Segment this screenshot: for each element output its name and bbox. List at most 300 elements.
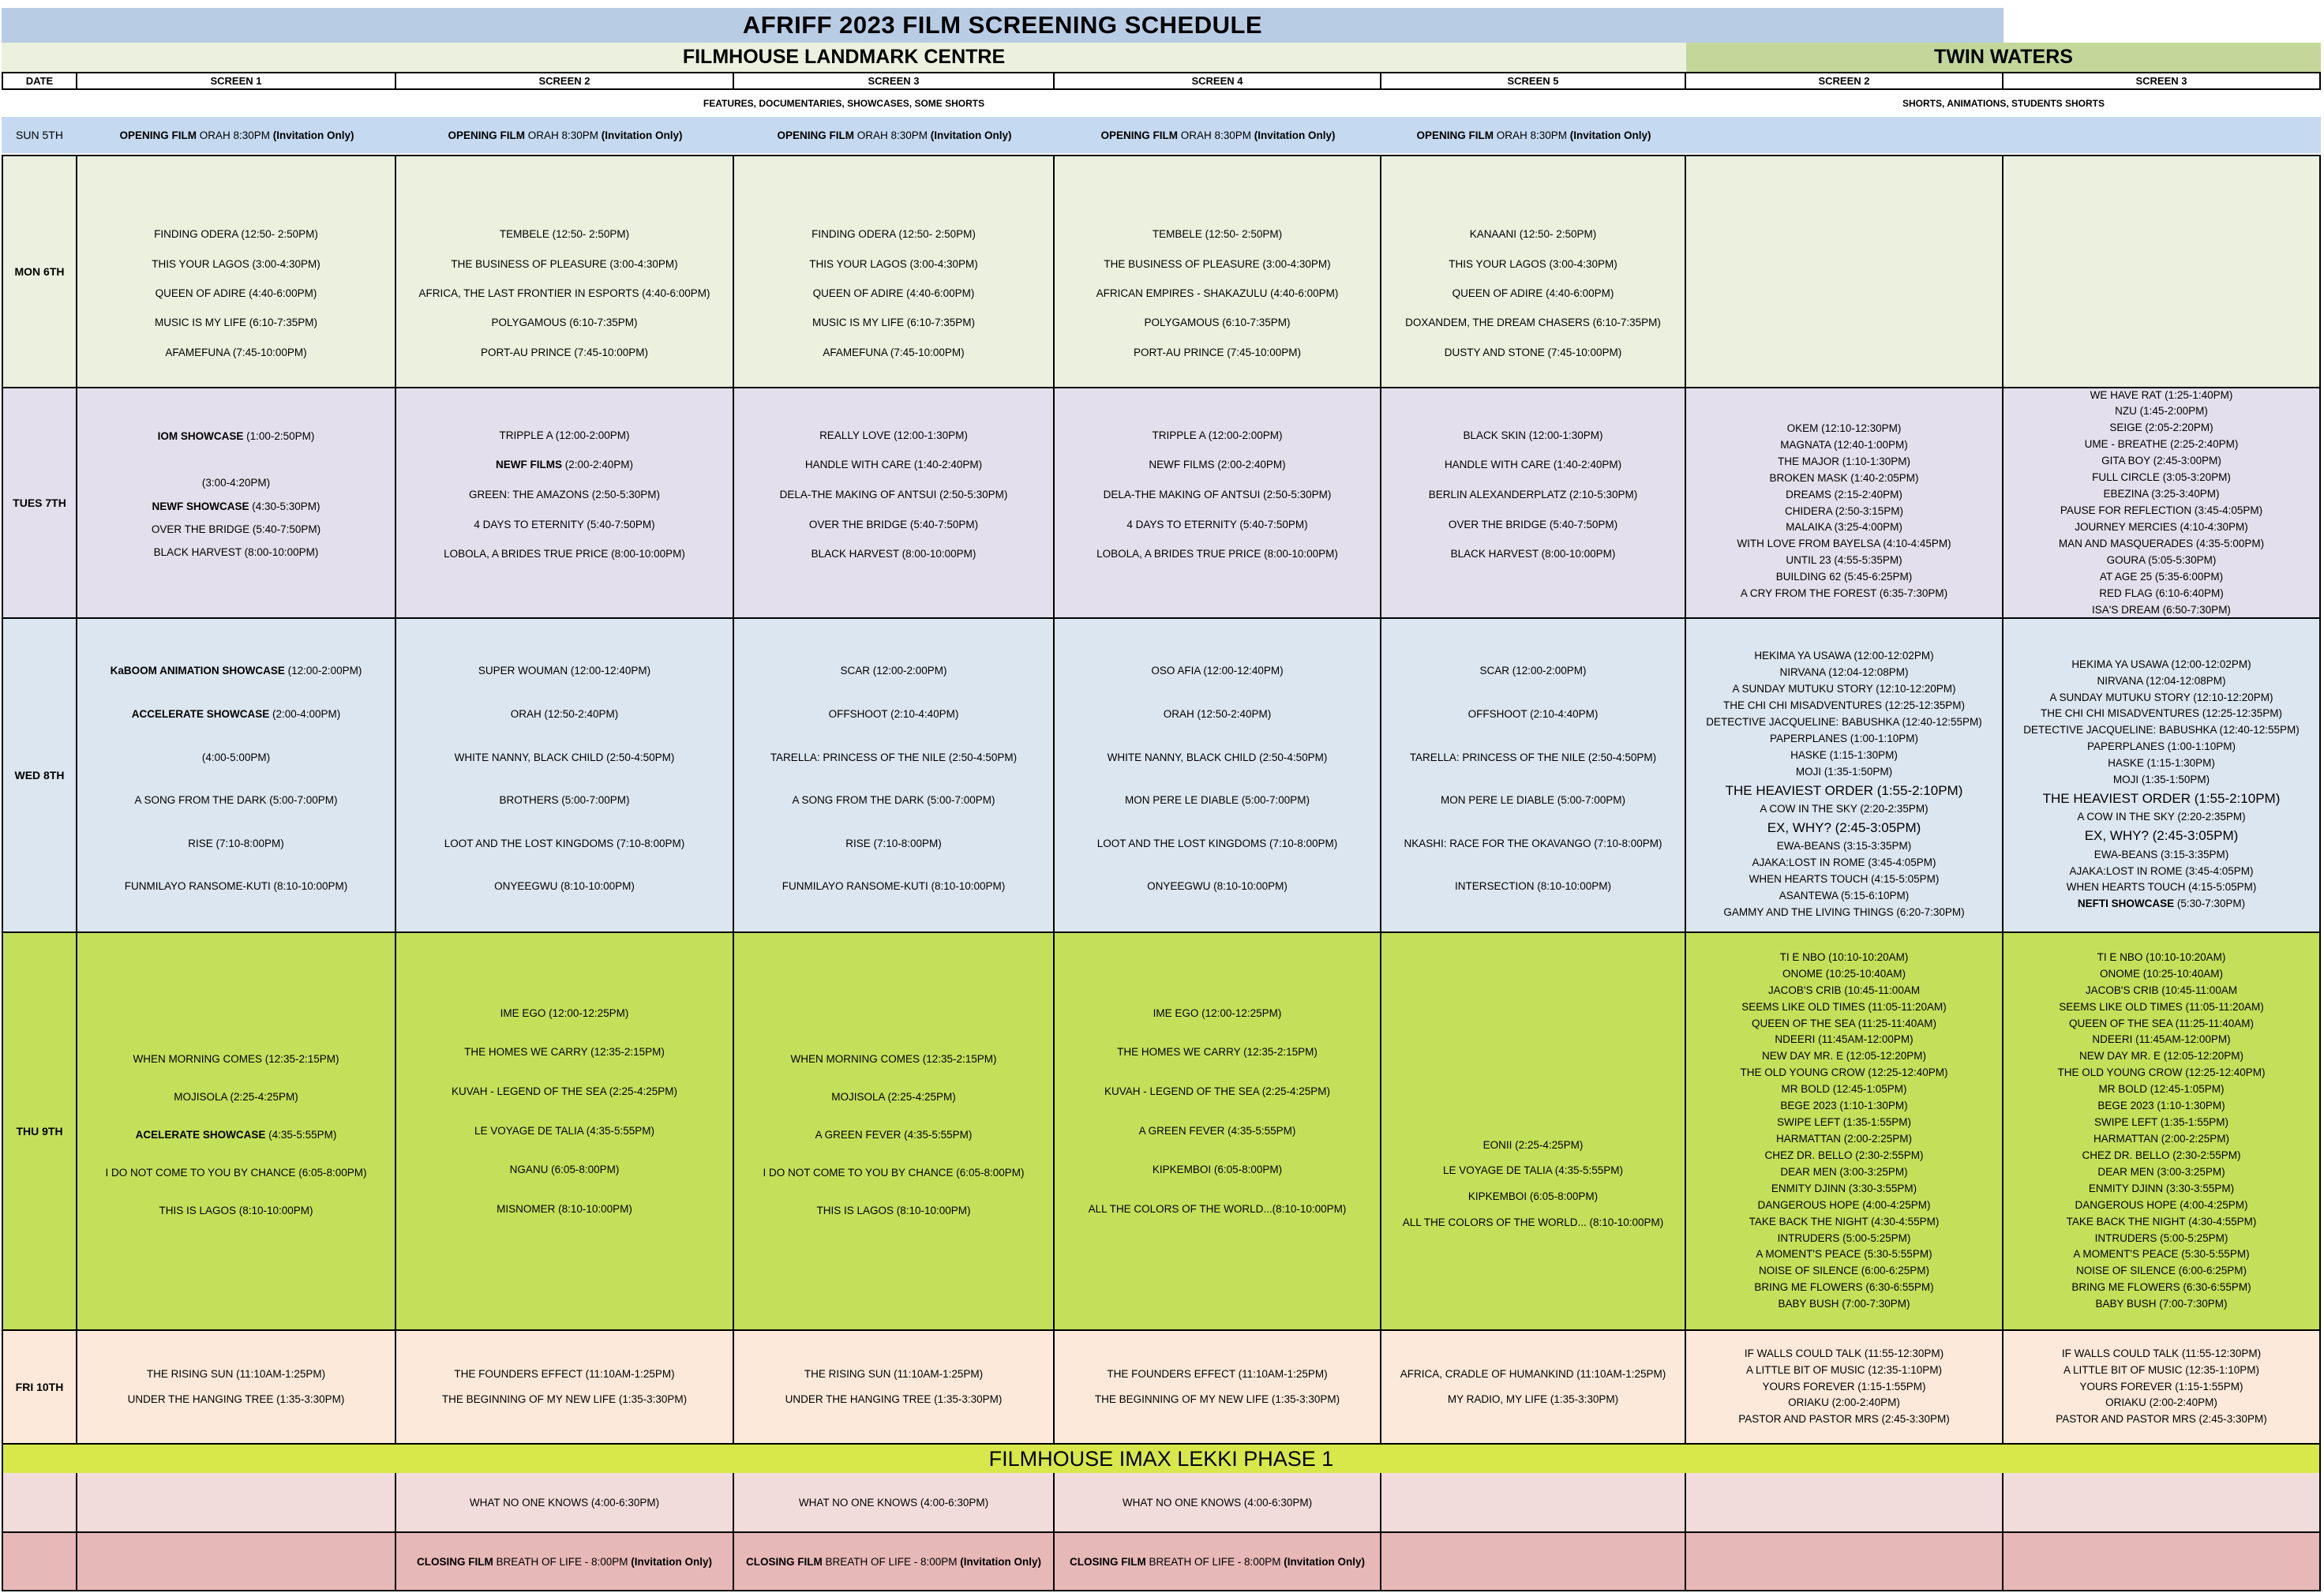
screening-entry[interactable]	[1108, 752, 1328, 764]
screening-entry[interactable]	[1741, 999, 1947, 1016]
screening-entry[interactable]	[1778, 454, 1910, 470]
screening-entry[interactable]	[2100, 966, 2223, 983]
screening-entry[interactable]	[2085, 826, 2239, 846]
film-title: A SUNDAY MUTUKU STORY (12:10-12:20PM)	[1732, 683, 1956, 695]
screening-entry[interactable]	[2108, 755, 2215, 772]
screening-entry[interactable]	[470, 1497, 659, 1509]
opening-film-entry[interactable]	[1100, 129, 1335, 141]
screening-entry[interactable]	[1152, 429, 1282, 442]
screening-entry[interactable]	[2057, 1065, 2265, 1081]
screening-entry[interactable]	[2097, 950, 2226, 966]
screening-entry[interactable]	[805, 459, 982, 471]
screening-entry[interactable]	[782, 880, 1006, 893]
screening-entry[interactable]	[2092, 470, 2231, 486]
film-title: SUPER WOUMAN (12:00-12:40PM)	[478, 665, 651, 677]
screening-entry[interactable]	[1786, 487, 1902, 504]
screening-entry[interactable]	[1786, 553, 1902, 569]
screening-entry[interactable]	[2023, 722, 2300, 739]
closing-film-entry[interactable]	[746, 1556, 1041, 1568]
screening-entry[interactable]	[1164, 708, 1272, 721]
screening-entry[interactable]	[1741, 586, 1947, 602]
film-title: THE RISING SUN (11:10AM-1:25PM)	[146, 1367, 326, 1380]
screening-entry[interactable]	[812, 317, 975, 329]
film-title: GITA BOY (2:45-3:00PM)	[2101, 455, 2221, 467]
screening-entry[interactable]	[134, 794, 337, 807]
showcase-time: (1:00-2:50PM)	[243, 430, 315, 443]
screening-entry[interactable]	[1752, 855, 1936, 871]
film-title: THE MAJOR (1:10-1:30PM)	[1777, 455, 1911, 467]
screening-entry[interactable]	[809, 258, 978, 271]
screening-entry[interactable]	[1752, 1016, 1936, 1033]
film-title: BRING ME FLOWERS (6:30-6:55PM)	[2071, 1281, 2251, 1294]
closing-film-entry[interactable]	[417, 1556, 712, 1568]
film-title: IF WALLS COULD TALK (11:55-12:30PM)	[1744, 1347, 1944, 1359]
screening-entry[interactable]	[1756, 1246, 1932, 1263]
screening-entry[interactable]	[840, 665, 946, 677]
screening-entry[interactable]	[147, 1368, 325, 1381]
film-title: BEGE 2023 (1:10-1:30PM)	[2097, 1100, 2225, 1112]
film-title: DUSTY AND STONE (7:45-10:00PM)	[1444, 346, 1622, 358]
film-title: AJAKA:LOST IN ROME (3:45-4:05PM)	[2069, 864, 2254, 877]
screening-entry[interactable]	[154, 228, 318, 241]
screening-entry[interactable]	[1764, 1148, 1923, 1164]
screening-entry[interactable]	[478, 665, 650, 677]
column-screen-5: SCREEN 5	[1381, 72, 1686, 90]
screening-entry[interactable]	[2078, 896, 2245, 913]
screening-entry[interactable]	[442, 1393, 687, 1406]
film-title: THE FOUNDERS EFFECT (11:10AM-1:25PM)	[454, 1367, 675, 1380]
screening-entry[interactable]	[1777, 1115, 1911, 1131]
film-title: ORAH 8:30PM	[1177, 129, 1254, 141]
screening-entry[interactable]	[1096, 548, 1338, 560]
film-title: BLACK HARVEST (8:00-10:00PM)	[811, 548, 976, 560]
screening-entry[interactable]	[1134, 347, 1301, 359]
screening-entry[interactable]	[2069, 864, 2253, 880]
screening-entry[interactable]	[1785, 504, 1903, 520]
screening-entry[interactable]	[815, 1129, 973, 1141]
screening-entry[interactable]	[1780, 1098, 1907, 1115]
screening-entry[interactable]	[1448, 1393, 1618, 1406]
film-title: BROTHERS (5:00-7:00PM)	[499, 794, 630, 807]
screening-entry[interactable]	[1775, 1032, 1913, 1048]
screening-entry[interactable]	[1123, 1497, 1312, 1509]
screening-entry[interactable]	[158, 430, 315, 443]
film-title: TEMBELE (12:50- 2:50PM)	[1152, 228, 1283, 241]
screening-entry[interactable]	[2095, 1231, 2228, 1247]
screening-entry[interactable]	[1126, 519, 1307, 531]
thu-screen-3	[734, 933, 1055, 1331]
film-title: ORAH (12:50-2:40PM)	[1163, 708, 1272, 720]
screening-entry[interactable]	[1780, 950, 1909, 966]
screening-entry[interactable]	[202, 752, 270, 764]
screening-entry[interactable]	[2067, 1214, 2257, 1231]
screening-entry[interactable]	[1781, 1081, 1906, 1098]
screening-entry[interactable]	[2071, 1280, 2251, 1296]
imax-row1-col-6	[1686, 1473, 2004, 1533]
screening-entry[interactable]	[2094, 847, 2229, 864]
screening-entry[interactable]	[1778, 1296, 1910, 1313]
screening-entry[interactable]	[2092, 602, 2231, 619]
screening-entry[interactable]	[1767, 818, 1921, 838]
screening-entry[interactable]	[1732, 681, 1955, 698]
screening-entry[interactable]	[804, 1368, 983, 1381]
screening-entry[interactable]	[2093, 1131, 2229, 1148]
film-title: BLACK SKIN (12:00-1:30PM)	[1463, 429, 1603, 441]
screening-entry[interactable]	[2063, 1362, 2259, 1379]
film-title: DELA-THE MAKING OF ANTSUI (2:50-5:30PM)	[1103, 488, 1332, 500]
screening-entry[interactable]	[1139, 1125, 1296, 1138]
screening-entry[interactable]	[1740, 1065, 1947, 1081]
screening-entry[interactable]	[2062, 1346, 2261, 1362]
opening-film-entry[interactable]	[777, 129, 1011, 141]
screening-entry[interactable]	[2105, 1395, 2217, 1411]
film-title: WHITE NANNY, BLACK CHILD (2:50-4:50PM)	[1107, 751, 1328, 763]
film-title: RISE (7:10-8:00PM)	[188, 837, 284, 849]
screening-entry[interactable]	[1117, 1046, 1318, 1059]
screening-entry[interactable]	[1125, 794, 1310, 807]
film-title: I DO NOT COME TO YOU BY CHANCE (6:05-8:00PM)	[105, 1166, 367, 1179]
screening-entry[interactable]	[813, 287, 975, 300]
screening-entry[interactable]	[105, 1167, 366, 1179]
screening-entry[interactable]	[499, 429, 629, 442]
screening-entry[interactable]	[1726, 781, 1963, 801]
screening-entry[interactable]	[494, 880, 635, 893]
screening-entry[interactable]	[2094, 1115, 2228, 1131]
screening-entry[interactable]	[1147, 880, 1288, 893]
screening-entry[interactable]	[454, 1368, 674, 1381]
screening-entry[interactable]	[2109, 420, 2213, 437]
screening-entry[interactable]	[1760, 801, 1928, 818]
screening-entry[interactable]	[831, 1091, 956, 1104]
screening-entry[interactable]	[499, 794, 629, 807]
screening-entry[interactable]	[111, 665, 362, 677]
screening-entry[interactable]	[1776, 1131, 1912, 1148]
film-title: HANDLE WITH CARE (1:40-2:40PM)	[1444, 459, 1622, 471]
screening-entry[interactable]	[2067, 879, 2257, 896]
screening-entry[interactable]	[2073, 1246, 2249, 1263]
film-title: MOJI (1:35-1:50PM)	[1795, 765, 1893, 778]
opening-film-entry[interactable]	[119, 129, 354, 141]
screening-entry[interactable]	[165, 347, 306, 359]
screening-entry[interactable]	[202, 477, 270, 489]
mon-screen-4	[1055, 156, 1381, 388]
screening-entry[interactable]	[1788, 1395, 1900, 1411]
screening-entry[interactable]	[2103, 486, 2219, 503]
screening-entry[interactable]	[1153, 1007, 1282, 1020]
screening-entry[interactable]	[497, 1203, 632, 1216]
screening-entry[interactable]	[1787, 421, 1902, 437]
screening-entry[interactable]	[1737, 536, 1951, 553]
screening-entry[interactable]	[1151, 665, 1283, 677]
screening-entry[interactable]	[1762, 1379, 1925, 1396]
screening-entry[interactable]	[1749, 871, 1940, 888]
film-title: HASKE (1:15-1:30PM)	[2108, 757, 2215, 770]
screening-entry[interactable]	[2079, 1048, 2243, 1065]
venue-twin-waters: TWIN WATERS	[1686, 43, 2321, 72]
film-title: TAKE BACK THE NIGHT (4:30-4:55PM)	[2066, 1215, 2257, 1228]
screening-entry[interactable]	[418, 287, 710, 300]
screening-entry[interactable]	[2089, 1181, 2234, 1198]
screening-entry[interactable]	[2098, 1081, 2224, 1098]
screening-entry[interactable]	[763, 1167, 1024, 1179]
screening-entry[interactable]	[2115, 403, 2208, 420]
screening-entry[interactable]	[1441, 794, 1625, 807]
screening-entry[interactable]	[491, 317, 637, 329]
screening-entry[interactable]	[1754, 1280, 1933, 1296]
screening-entry[interactable]	[452, 1085, 677, 1098]
screening-entry[interactable]	[2113, 772, 2210, 789]
opening-film-entry[interactable]	[448, 129, 682, 141]
screening-entry[interactable]	[500, 1007, 629, 1020]
screening-entry[interactable]	[845, 838, 942, 850]
screening-entry[interactable]	[1754, 648, 1933, 665]
screening-entry[interactable]	[1782, 966, 1906, 983]
film-title: A GREEN FEVER (4:35-5:55PM)	[815, 1128, 973, 1141]
screening-entry[interactable]	[2077, 809, 2245, 826]
screening-entry[interactable]	[2059, 536, 2264, 553]
closing-film-entry[interactable]	[1070, 1556, 1365, 1568]
screening-entry[interactable]	[2097, 1098, 2225, 1115]
screening-entry[interactable]	[1104, 489, 1332, 501]
screening-entry[interactable]	[444, 548, 685, 560]
screening-entry[interactable]	[2056, 1411, 2267, 1428]
film-title: ENMITY DJINN (3:30-3:55PM)	[2088, 1182, 2235, 1194]
film-title: MON PERE LE DIABLE (5:00-7:00PM)	[1124, 794, 1310, 807]
screening-entry[interactable]	[1786, 519, 1902, 536]
screening-entry[interactable]	[469, 489, 660, 501]
screening-entry[interactable]	[2041, 706, 2282, 722]
tue-screen-2	[396, 388, 734, 619]
opening-film-screen-5	[1381, 117, 1686, 153]
film-title: I DO NOT COME TO YOU BY CHANCE (6:05-8:00PM)	[763, 1166, 1025, 1179]
film-title: MOJI (1:35-1:50PM)	[2112, 774, 2210, 786]
screening-entry[interactable]	[1104, 258, 1330, 271]
screening-entry[interactable]	[1149, 459, 1285, 471]
screening-entry[interactable]	[819, 429, 968, 442]
film-title: THIS YOUR LAGOS (3:00-4:30PM)	[1449, 257, 1617, 270]
film-title: FULL CIRCLE (3:05-3:20PM)	[2092, 471, 2231, 484]
screening-entry[interactable]	[133, 1053, 339, 1066]
screening-entry[interactable]	[1095, 1393, 1340, 1406]
screening-entry[interactable]	[816, 1205, 970, 1217]
screening-entry[interactable]	[2095, 1296, 2227, 1313]
screening-entry[interactable]	[1107, 1368, 1327, 1381]
screening-entry[interactable]	[1449, 258, 1617, 271]
screening-entry[interactable]	[823, 347, 964, 359]
mon-tw-screen-2	[1686, 156, 2004, 388]
screening-entry[interactable]	[770, 752, 1017, 764]
film-title: FINDING ODERA (12:50- 2:50PM)	[154, 228, 318, 241]
screening-entry[interactable]	[1780, 1164, 1907, 1181]
screening-entry[interactable]	[1749, 1214, 1940, 1231]
screening-entry[interactable]	[1445, 347, 1622, 359]
screening-entry[interactable]	[1153, 228, 1282, 241]
screening-entry[interactable]	[2099, 586, 2224, 602]
screening-entry[interactable]	[1776, 569, 1913, 586]
screening-entry[interactable]	[1770, 731, 1918, 748]
screening-entry[interactable]	[500, 228, 629, 241]
screening-entry[interactable]	[1738, 1411, 1950, 1428]
film-title: THE HOMES WE CARRY (12:35-2:15PM)	[1117, 1046, 1318, 1059]
screening-entry[interactable]	[455, 752, 675, 764]
screening-entry[interactable]	[152, 523, 320, 536]
screening-entry[interactable]	[159, 1205, 313, 1217]
screening-entry[interactable]	[2090, 388, 2233, 404]
screening-entry[interactable]	[1096, 287, 1339, 300]
screening-entry[interactable]	[1452, 287, 1614, 300]
screening-entry[interactable]	[2082, 1148, 2240, 1164]
screening-entry[interactable]	[496, 459, 633, 471]
film-title: ONOME (10:25-10:40AM)	[1782, 967, 1906, 980]
screening-entry[interactable]	[1723, 698, 1965, 714]
screening-entry[interactable]	[792, 794, 995, 807]
screening-entry[interactable]	[1410, 752, 1656, 764]
mon-screen-3	[734, 156, 1055, 388]
screening-entry[interactable]	[155, 317, 317, 329]
screening-entry[interactable]	[1153, 1164, 1282, 1176]
film-title: ORAH 8:30PM	[196, 129, 273, 141]
screening-entry[interactable]	[2087, 739, 2236, 755]
screening-entry[interactable]	[1483, 1139, 1584, 1152]
screening-entry[interactable]	[2107, 553, 2217, 569]
screening-entry[interactable]	[511, 708, 619, 721]
screening-entry[interactable]	[2076, 1263, 2247, 1280]
film-title: YOURS FOREVER (1:15-1:55PM)	[1762, 1380, 1926, 1392]
column-tw-screen-2: SCREEN 2	[1686, 72, 2004, 90]
screening-entry[interactable]	[1790, 748, 1898, 764]
film-title: AFRICA, THE LAST FRONTIER IN ESPORTS (4:40-6:00PM)	[418, 287, 710, 299]
screening-entry[interactable]	[799, 1497, 988, 1509]
screening-entry[interactable]	[2060, 503, 2262, 519]
film-title: NEWF FILMS (2:00-2:40PM)	[1149, 459, 1286, 471]
screening-entry[interactable]	[1779, 888, 1910, 905]
screening-entry[interactable]	[2049, 690, 2273, 707]
screening-entry[interactable]	[132, 708, 341, 721]
opening-label: OPENING FILM	[119, 129, 197, 141]
screening-entry[interactable]	[1403, 1216, 1664, 1229]
screening-entry[interactable]	[1445, 459, 1621, 471]
screening-entry[interactable]	[1771, 1181, 1917, 1198]
screening-entry[interactable]	[1089, 1203, 1347, 1216]
screening-entry[interactable]	[2097, 673, 2225, 690]
screening-entry[interactable]	[1762, 1048, 1926, 1065]
screening-entry[interactable]	[1144, 317, 1290, 329]
screening-entry[interactable]	[474, 1125, 654, 1138]
screening-entry[interactable]	[812, 228, 976, 241]
screening-entry[interactable]	[1768, 983, 1920, 999]
screening-entry[interactable]	[1779, 665, 1908, 681]
screening-entry[interactable]	[136, 1129, 337, 1141]
screening-entry[interactable]	[809, 519, 978, 531]
screening-entry[interactable]	[1463, 429, 1602, 442]
screening-entry[interactable]	[174, 1091, 298, 1104]
screening-entry[interactable]	[1769, 470, 1918, 487]
screening-entry[interactable]	[790, 1053, 996, 1066]
screening-entry[interactable]	[156, 287, 317, 300]
screening-entry[interactable]	[510, 1164, 620, 1176]
screening-entry[interactable]	[2069, 1016, 2254, 1033]
screening-entry[interactable]	[1405, 317, 1661, 329]
screening-entry[interactable]	[1759, 1263, 1929, 1280]
screening-entry[interactable]	[154, 546, 319, 559]
screening-entry[interactable]	[1706, 714, 1982, 731]
film-title: 4 DAYS TO ETERNITY (5:40-7:50PM)	[1126, 518, 1308, 530]
film-title: A MOMENT'S PEACE (5:30-5:55PM)	[1756, 1248, 1932, 1261]
screening-entry[interactable]	[481, 347, 648, 359]
screening-entry[interactable]	[125, 880, 348, 893]
showcase-label: NEFTI SHOWCASE	[2077, 898, 2175, 910]
screening-entry[interactable]	[1746, 1362, 1942, 1379]
screening-entry[interactable]	[812, 548, 976, 560]
screening-entry[interactable]	[128, 1393, 345, 1406]
screening-entry[interactable]	[444, 838, 685, 850]
screening-entry[interactable]	[1468, 1190, 1598, 1203]
screening-entry[interactable]	[451, 258, 677, 271]
screening-entry[interactable]	[1443, 1164, 1623, 1177]
screening-entry[interactable]	[1455, 880, 1611, 893]
screening-entry[interactable]	[2092, 1032, 2230, 1048]
screening-entry[interactable]	[2071, 657, 2251, 673]
screening-entry[interactable]	[2100, 569, 2223, 586]
screening-entry[interactable]	[1479, 665, 1586, 677]
screening-entry[interactable]	[1451, 548, 1616, 560]
screening-entry[interactable]	[2075, 519, 2248, 536]
screening-entry[interactable]	[1400, 1368, 1666, 1381]
screening-entry[interactable]	[785, 1393, 1003, 1406]
date-fri: FRI 10TH	[2, 1331, 77, 1445]
screening-entry[interactable]	[152, 500, 320, 513]
screening-entry[interactable]	[2043, 789, 2281, 809]
screening-entry[interactable]	[829, 708, 959, 721]
screening-entry[interactable]	[188, 838, 284, 850]
screening-entry[interactable]	[1778, 1231, 1911, 1247]
screening-entry[interactable]	[474, 519, 654, 531]
screening-entry[interactable]	[2086, 983, 2237, 999]
screening-entry[interactable]	[1470, 228, 1597, 241]
screening-entry[interactable]	[1796, 764, 1892, 781]
screening-entry[interactable]	[1468, 708, 1599, 721]
film-title: IF WALLS COULD TALK (11:55-12:30PM)	[2061, 1347, 2262, 1359]
film-title: SCAR (12:00-2:00PM)	[840, 665, 947, 677]
film-title: WHAT NO ONE KNOWS (4:00-6:30PM)	[469, 1496, 660, 1509]
screening-entry[interactable]	[2079, 1379, 2243, 1396]
wed-screen-2	[396, 619, 734, 933]
film-title: TI E NBO (10:10-10:20AM)	[2097, 950, 2226, 963]
screening-entry[interactable]	[2075, 1198, 2247, 1214]
screening-entry[interactable]	[2059, 999, 2264, 1016]
screening-entry[interactable]	[1745, 1346, 1944, 1362]
screening-entry[interactable]	[1449, 519, 1617, 531]
film-title: BREATH OF LIFE - 8:00PM	[493, 1555, 632, 1568]
screening-entry[interactable]	[1780, 437, 1908, 454]
screening-entry[interactable]	[2085, 437, 2239, 453]
screening-entry[interactable]	[1723, 905, 1964, 921]
screening-entry[interactable]	[1757, 1198, 1930, 1214]
screening-entry[interactable]	[1404, 838, 1662, 850]
screening-entry[interactable]	[2101, 453, 2221, 470]
screening-entry[interactable]	[464, 1046, 665, 1059]
screening-entry[interactable]	[1429, 489, 1638, 501]
screening-entry[interactable]	[1777, 838, 1912, 855]
film-title: EBEZINA (3:25-3:40PM)	[2103, 488, 2220, 500]
screening-entry[interactable]	[1104, 1085, 1330, 1098]
screening-entry[interactable]	[152, 258, 320, 271]
screening-entry[interactable]	[2097, 1164, 2225, 1181]
film-title: DREAMS (2:15-2:40PM)	[1786, 488, 1902, 500]
screening-entry[interactable]	[1097, 838, 1338, 850]
opening-film-entry[interactable]	[1416, 129, 1651, 141]
screening-entry[interactable]	[780, 489, 1008, 501]
